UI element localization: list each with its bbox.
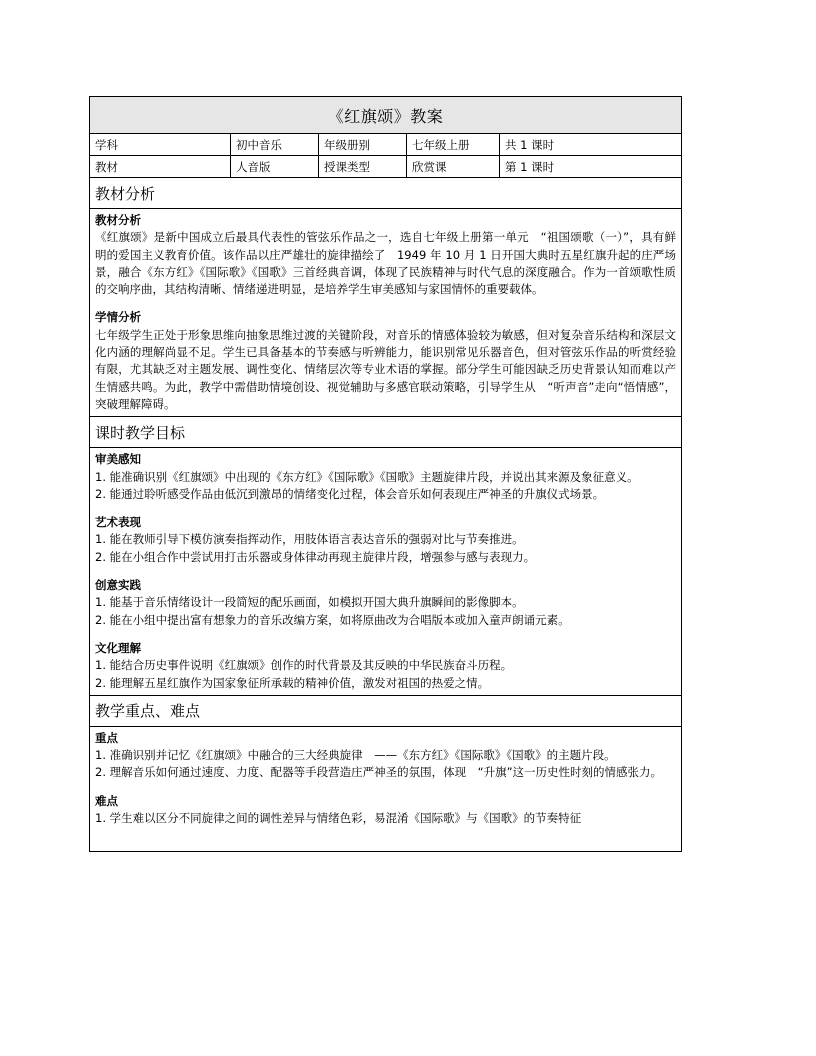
info-cell: 授课类型 — [319, 156, 407, 178]
list-item: 2. 能理解五星红旗作为国家象征所承载的精神价值，激发对祖国的热爱之情。 — [95, 675, 490, 690]
subheading: 教材分析 — [95, 213, 141, 227]
list-item: 2. 能通过聆听感受作品由低沉到激昂的情绪变化过程，体会音乐如何表现庄严神圣的升旗仪式场景。 — [95, 486, 605, 501]
section-body-row — [90, 209, 682, 417]
list-item: 1. 能准确识别《红旗颂》中出现的《东方红》《国际歌》《国歌》主题旋律片段，并说出其来源及象征意义。 — [95, 469, 639, 484]
objectives-body — [90, 448, 682, 696]
paragraph: 《红旗颂》是新中国成立后最具代表性的管弦乐作品之一，选自七年级上册第一单元 “祖国颂歌（一）”，具有鲜明的爱国主义教育价值。该作品以庄严雄壮的旋律描绘了 1949 年 10 月 1 日开国大典时五星红旗升起的庄严场景，融合《东方红》《国际歌》《国歌》三首经典音调，体现了民族精神与时代气息的深度融合。作为一首颂歌性质的交响序曲，其结构清晰、情绪递进明显，是培养学生审美感知与家国情怀的重要载体。 — [95, 230, 677, 297]
section-heading-row — [90, 695, 682, 726]
info-row — [90, 134, 682, 156]
analysis-body — [90, 209, 682, 417]
document-title: 《红旗颂》教案 — [90, 97, 682, 134]
subheading: 文化理解 — [95, 640, 141, 655]
section-body-row — [90, 726, 682, 851]
section-heading-objectives: 课时教学目标 — [90, 417, 682, 448]
list-item: 2. 理解音乐如何通过速度、力度、配器等手段营造庄严神圣的氛围，体现 “升旗”这一历史性时刻的情感张力。 — [95, 765, 663, 780]
list-item: 1. 能在教师引导下模仿演奏指挥动作，用肢体语言表达音乐的强弱对比与节奏推进。 — [95, 532, 524, 547]
section-heading-row — [90, 417, 682, 448]
list-item: 1. 学生难以区分不同旋律之间的调性差异与情绪色彩，易混淆《国际歌》与《国歌》的节奏特征 — [95, 811, 582, 826]
section-heading-keypoints: 教学重点、难点 — [90, 695, 682, 726]
subheading: 创意实践 — [95, 578, 141, 593]
subheading: 审美感知 — [95, 452, 141, 467]
list-item: 1. 能结合历史事件说明《红旗颂》创作的时代背景及其反映的中华民族奋斗历程。 — [95, 658, 513, 673]
subheading: 学情分析 — [95, 310, 141, 325]
list-item: 2. 能在小组中提出富有想象力的音乐改编方案，如将原曲改为合唱版本或加入童声朗诵元素。 — [95, 612, 570, 627]
info-cell: 欣赏课 — [407, 156, 500, 178]
info-cell: 人音版 — [231, 156, 319, 178]
subheading: 艺术表现 — [95, 515, 141, 530]
info-cell: 第 1 课时 — [500, 156, 682, 178]
subheading: 难点 — [95, 793, 118, 808]
subheading: 重点 — [95, 730, 118, 745]
list-item: 2. 能在小组合作中尝试用打击乐器或身体律动再现主旋律片段，增强参与感与表现力。 — [95, 549, 536, 564]
info-cell: 年级册别 — [319, 134, 407, 156]
section-heading-row — [90, 178, 682, 209]
lesson-plan-table — [89, 96, 682, 852]
list-item: 1. 准确识别并记忆《红旗颂》中融合的三大经典旋律 ——《东方红》《国际歌》《国歌》的主题片段。 — [95, 748, 616, 763]
list-item: 1. 能基于音乐情绪设计一段简短的配乐画面，如模拟开国大典升旗瞬间的影像脚本。 — [95, 595, 524, 610]
info-cell: 教材 — [90, 156, 231, 178]
info-cell: 初中音乐 — [231, 134, 319, 156]
info-cell: 共 1 课时 — [500, 134, 682, 156]
keypoints-body — [90, 726, 682, 851]
section-body-row — [90, 448, 682, 696]
paragraph: 七年级学生正处于形象思维向抽象思维过渡的关键阶段，对音乐的情感体验较为敏感，但对复杂音乐结构和深层文化内涵的理解尚显不足。学生已具备基本的节奏感与听辨能力，能识别常见乐器音色，但对管弦乐作品的听赏经验有限，尤其缺乏对主题发展、调性变化、情绪层次等专业术语的掌握。部分学生可能因缺乏历史背景认知而难以产生情感共鸣。为此，教学中需借助情境创设、视觉辅助与多感官联动策略，引导学生从 “听声音”走向“悟情感”，突破理解障碍。 — [95, 327, 677, 411]
info-row — [90, 156, 682, 178]
section-heading-analysis: 教材分析 — [90, 178, 682, 209]
title-row — [90, 97, 682, 134]
info-cell: 学科 — [90, 134, 231, 156]
info-cell: 七年级上册 — [407, 134, 500, 156]
